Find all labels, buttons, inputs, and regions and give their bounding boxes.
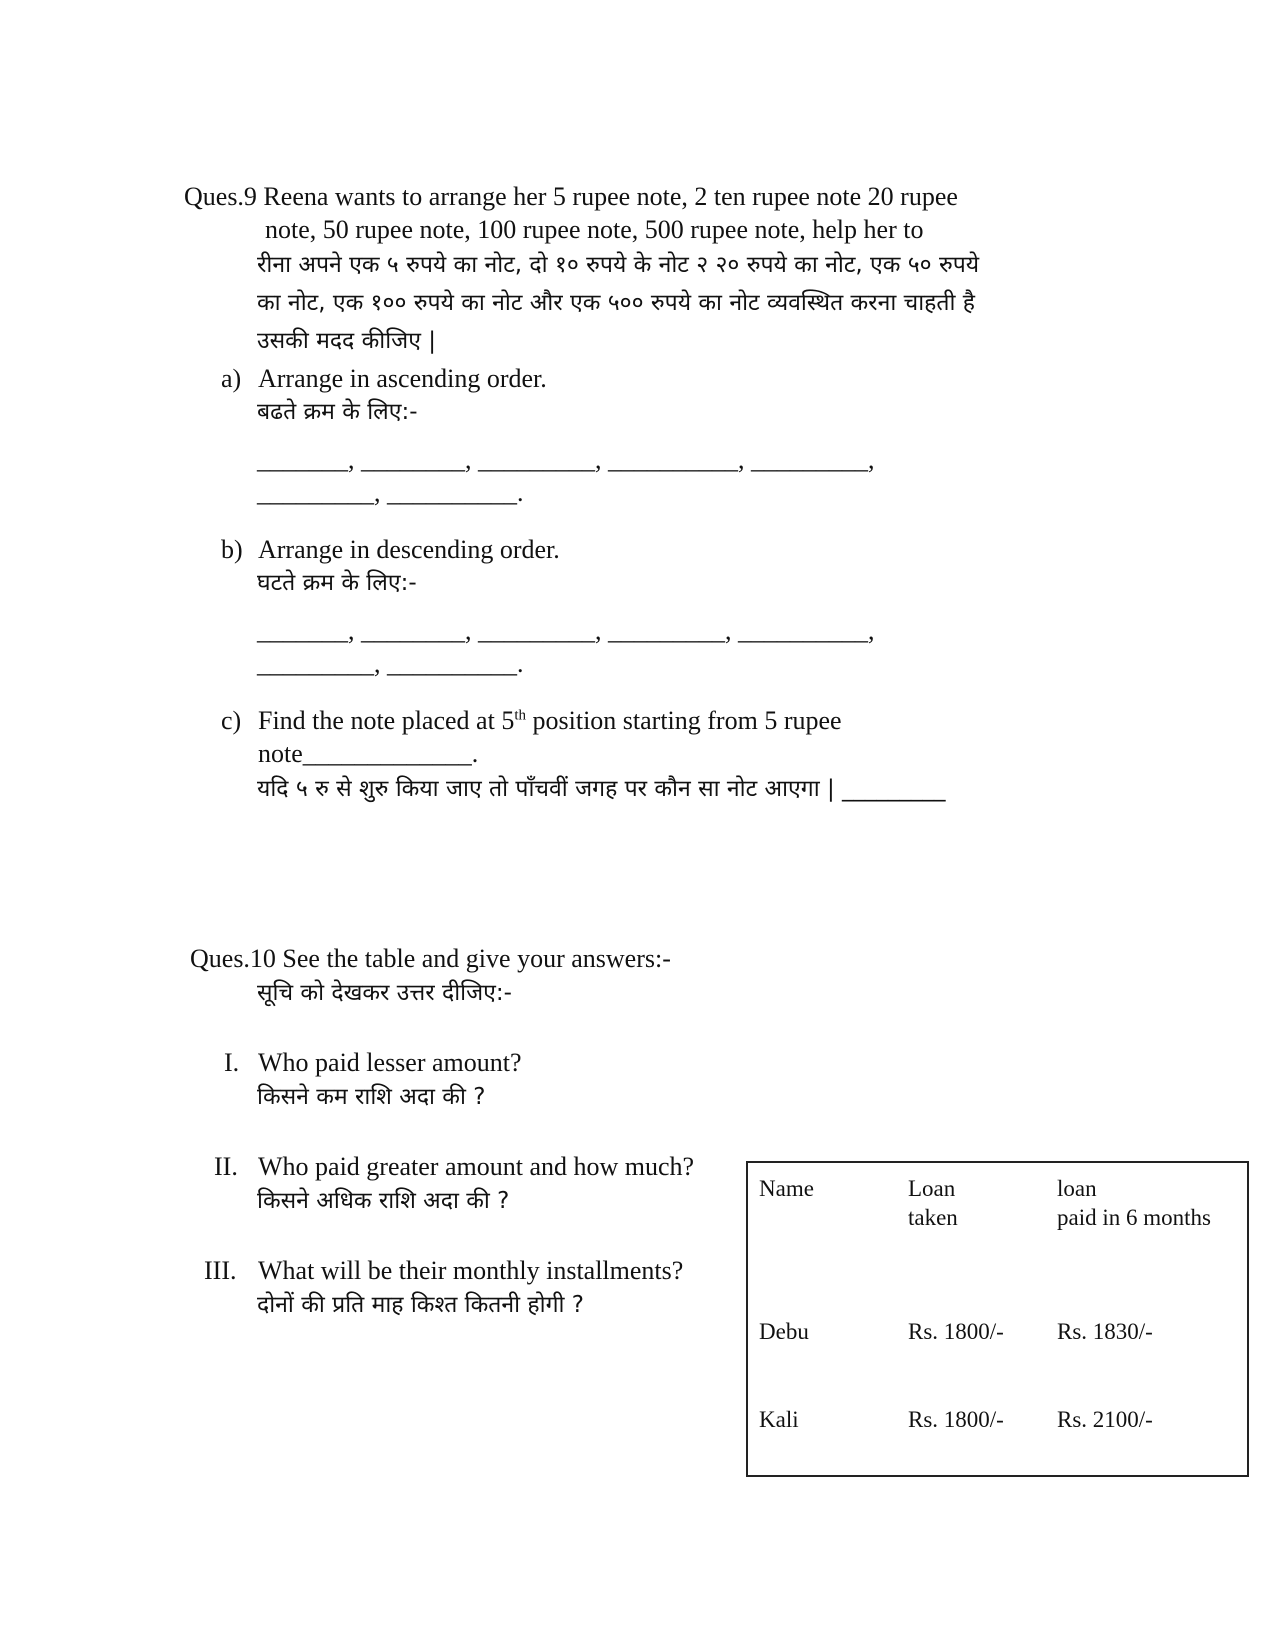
table-cell-kali-loan-paid: Rs. 2100/- xyxy=(1057,1407,1153,1432)
table-header-name: Name xyxy=(759,1176,814,1201)
q9c-superscript: th xyxy=(514,707,526,724)
q9b-hindi: घटते क्रम के लिए:- xyxy=(257,570,417,596)
table-header-loan-taken-l2: taken xyxy=(908,1205,958,1230)
q9b-marker: b) xyxy=(221,535,243,564)
q9-title-line1: Ques.9 Reena wants to arrange her 5 rupee note, 2 ten rupee note 20 rupee xyxy=(184,182,958,211)
q9c-answer-line[interactable]: note_____________. xyxy=(258,739,479,768)
q9a-hindi: बढते क्रम के लिए:- xyxy=(257,399,418,425)
q10-item1-marker: I. xyxy=(224,1048,240,1077)
table-header-loan-paid-l2: paid in 6 months xyxy=(1057,1205,1211,1230)
q9a-answer-blanks-1[interactable]: _______, ________, _________, __________, _________, xyxy=(257,445,875,474)
q9-hindi-line2: का नोट, एक १०० रुपये का नोट और एक ५०० रुपये का नोट व्यवस्थित करना चाहती है xyxy=(257,290,975,316)
q9a-text: Arrange in ascending order. xyxy=(258,364,547,393)
q9b-text: Arrange in descending order. xyxy=(258,535,560,564)
q9b-answer-blanks-2[interactable]: _________, __________. xyxy=(257,649,524,678)
q9c-hindi[interactable]: यदि ५ रु से शुरु किया जाए तो पाँचवीं जगह पर कौन सा नोट आएगा | _________ xyxy=(257,776,946,802)
q9b-answer-blanks-1[interactable]: _______, ________, _________, _________, __________, xyxy=(257,616,875,645)
q9-hindi-line3: उसकी मदद कीजिए | xyxy=(257,328,436,354)
q9a-answer-blanks-2[interactable]: _________, __________. xyxy=(257,478,524,507)
q9-title-line2: note, 50 rupee note, 100 rupee note, 500 rupee note, help her to xyxy=(265,215,924,244)
q10-item1-text: Who paid lesser amount? xyxy=(258,1048,522,1077)
table-cell-debu-loan-paid: Rs. 1830/- xyxy=(1057,1319,1153,1344)
q10-item2-marker: II. xyxy=(214,1152,238,1181)
q10-item1-hindi: किसने कम राशि अदा की ? xyxy=(257,1084,486,1110)
q10-item2-hindi: किसने अधिक राशि अदा की ? xyxy=(257,1188,510,1214)
q9a-marker: a) xyxy=(221,364,242,393)
q9c-text-pre: Find the note placed at 5 xyxy=(258,706,515,735)
q10-title: Ques.10 See the table and give your answers:- xyxy=(190,944,671,973)
q10-hindi: सूचि को देखकर उत्तर दीजिए:- xyxy=(257,980,512,1006)
q9c-marker: c) xyxy=(221,706,242,735)
loan-table xyxy=(746,1161,1249,1477)
table-cell-kali-loan-taken: Rs. 1800/- xyxy=(908,1407,1004,1432)
q9c-text-post: position starting from 5 rupee xyxy=(526,706,842,735)
table-cell-debu-loan-taken: Rs. 1800/- xyxy=(908,1319,1004,1344)
q10-item2-text: Who paid greater amount and how much? xyxy=(258,1152,695,1181)
table-header-loan-paid-l1: loan xyxy=(1057,1176,1097,1201)
table-header-loan-taken-l1: Loan xyxy=(908,1176,956,1201)
q10-item3-hindi: दोनों की प्रति माह किश्त कितनी होगी ? xyxy=(257,1292,585,1318)
q9-hindi-line1: रीना अपने एक ५ रुपये का नोट, दो १० रुपये के नोट २ २० रुपये का नोट, एक ५० रुपये xyxy=(257,252,980,278)
table-cell-kali-name: Kali xyxy=(759,1407,799,1432)
q9c-text xyxy=(258,706,842,736)
table-cell-debu-name: Debu xyxy=(759,1319,809,1344)
q10-item3-text: What will be their monthly installments? xyxy=(258,1256,684,1285)
q10-item3-marker: III. xyxy=(204,1256,237,1285)
